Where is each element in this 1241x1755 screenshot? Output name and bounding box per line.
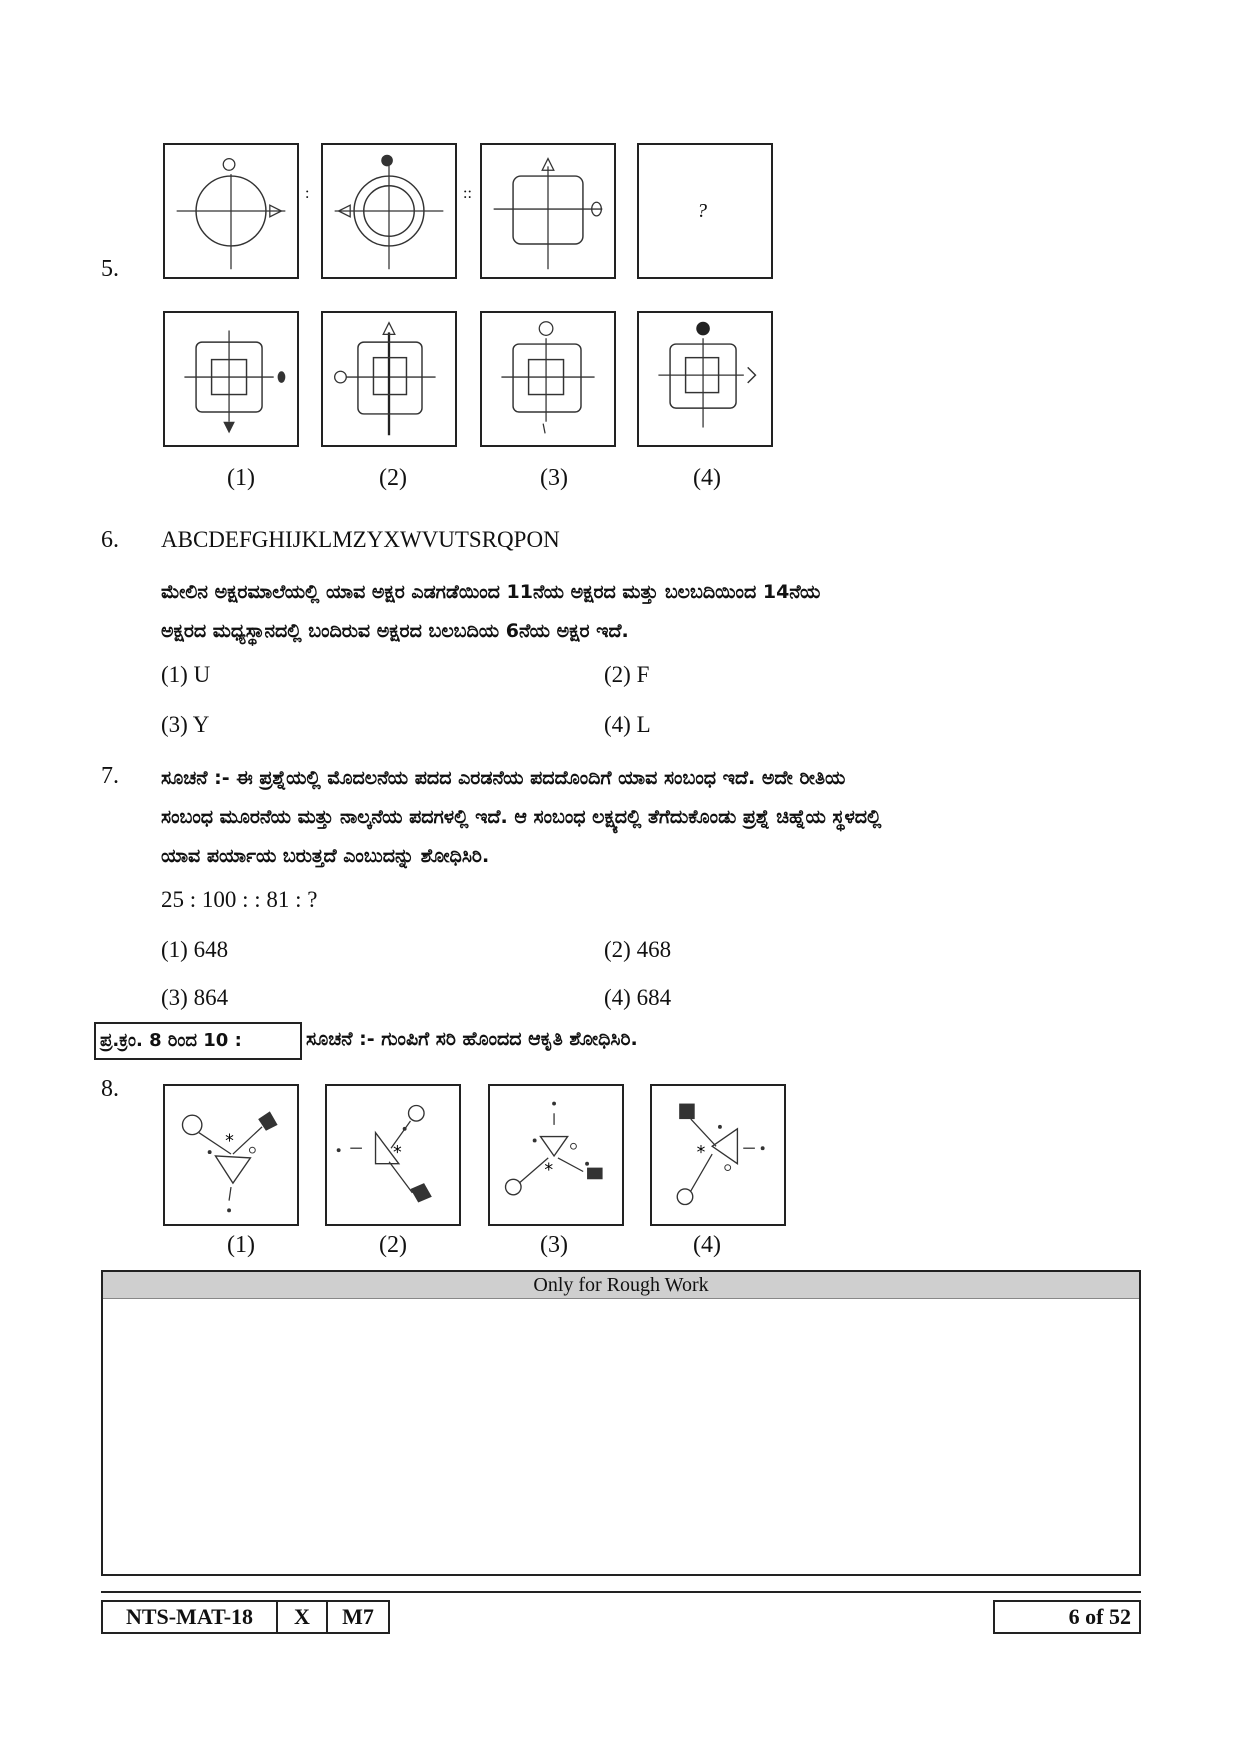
exam-code-box: NTS-MAT-18 (101, 1600, 278, 1634)
q5-option-3-figure[interactable] (480, 311, 616, 447)
q5-option-label-3: (3) (540, 465, 568, 491)
q5-option-label-4: (4) (693, 465, 721, 491)
q5-option-1-figure[interactable] (163, 311, 299, 447)
version-box: M7 (326, 1600, 390, 1634)
q5-option-4-figure[interactable] (637, 311, 773, 447)
instruction-text: ಸಂಬಂಧ ಮೂರನೆಯ ಮತ್ತು ನಾಲ್ಕನೆಯ ಪದಗಳಲ್ಲಿ ಇದೆ. ಆ ಸಂಬಂಧ ಲಕ್ಷ್ಯದಲ್ಲಿ ತೆಗೆದುಕೊಂಡು ಪ್ರಶ್ನೆ ಚಿಹ್ನೆಯ ಸ್ಥಳದಲ್ಲಿ (161, 806, 882, 828)
q6-option-3[interactable]: (3) Y (161, 712, 210, 737)
q5-option-label-2: (2) (379, 465, 407, 491)
instruction-text: ಸೂಚನೆ :- ಈ ಪ್ರಶ್ನೆಯಲ್ಲಿ ಮೊದಲನೆಯ ಪದದ ಎರಡನೆಯ ಪದದೊಂದಿಗೆ ಯಾವ ಸಂಬಂಧ ಇದೆ. ಅದೇ ರೀತಿಯ (161, 767, 846, 789)
q5-figure-4-unknown (637, 143, 773, 279)
letter-sequence: ABCDEFGHIJKLMZYXWVUTSRQPON (161, 527, 560, 552)
question-number: 7. (101, 763, 119, 789)
question-text: ಮೇಲಿನ ಅಕ್ಷರಮಾಲೆಯಲ್ಲಿ ಯಾವ ಅಕ್ಷರ ಎಡಗಡೆಯಿಂದ 11ನೆಯ ಅಕ್ಷರದ ಮತ್ತು ಬಲಬದಿಯಿಂದ 14ನೆಯ (161, 581, 821, 603)
analogy-expression: 25 : 100 : : 81 : ? (161, 887, 318, 912)
svg-text:*: * (393, 1142, 402, 1163)
question-number: 5. (101, 256, 119, 282)
q5-option-label-1: (1) (227, 465, 255, 491)
q8-option-label-3: (3) (540, 1232, 568, 1258)
class-box: X (276, 1600, 328, 1634)
q6-option-1[interactable]: (1) U (161, 662, 211, 687)
question-number: 6. (101, 527, 119, 553)
section-label: ಪ್ರ.ಕ್ರಂ. 8 ರಿಂದ 10 : (100, 1030, 242, 1051)
q8-option-2-figure[interactable] (325, 1084, 461, 1226)
q5-figure-1 (163, 143, 299, 279)
question-text: ಅಕ್ಷರದ ಮಧ್ಯಸ್ಥಾನದಲ್ಲಿ ಬಂದಿರುವ ಅಕ್ಷರದ ಬಲಬದಿಯ 6ನೆಯ ಅಕ್ಷರ ಇದೆ. (161, 620, 629, 642)
q8-option-label-4: (4) (693, 1232, 721, 1258)
q6-option-2[interactable]: (2) F (604, 662, 650, 687)
footer-divider (101, 1591, 1141, 1593)
rough-work-title: Only for Rough Work (103, 1272, 1139, 1299)
q8-option-4-figure[interactable] (650, 1084, 786, 1226)
svg-text:*: * (225, 1131, 234, 1152)
section-instruction: ಸೂಚನೆ :- ಗುಂಪಿಗೆ ಸರಿ ಹೊಂದದ ಆಕೃತಿ ಶೋಧಿಸಿರಿ. (306, 1028, 638, 1050)
q6-option-4[interactable]: (4) L (604, 712, 651, 737)
analogy-mark: : (305, 185, 310, 202)
page-number-box: 6 of 52 (993, 1600, 1141, 1634)
question-number: 8. (101, 1076, 119, 1102)
q7-option-3[interactable]: (3) 864 (161, 985, 229, 1010)
q5-figure-2 (321, 143, 457, 279)
q8-option-3-figure[interactable] (488, 1084, 624, 1226)
q7-option-4[interactable]: (4) 684 (604, 985, 672, 1010)
analogy-double-mark: :: (463, 185, 472, 202)
q7-option-1[interactable]: (1) 648 (161, 937, 229, 962)
q8-option-label-2: (2) (379, 1232, 407, 1258)
q5-figure-3 (480, 143, 616, 279)
q8-option-label-1: (1) (227, 1232, 255, 1258)
rough-work-area[interactable] (101, 1270, 1141, 1576)
section-label-box (94, 1022, 302, 1060)
q5-option-2-figure[interactable] (321, 311, 457, 447)
q7-option-2[interactable]: (2) 468 (604, 937, 672, 962)
svg-text:*: * (544, 1160, 554, 1181)
unknown-mark: ? (697, 200, 707, 222)
svg-text:*: * (696, 1142, 706, 1163)
q8-option-1-figure[interactable] (163, 1084, 299, 1226)
instruction-text: ಯಾವ ಪರ್ಯಾಯ ಬರುತ್ತದೆ ಎಂಬುದನ್ನು ಶೋಧಿಸಿರಿ. (161, 845, 490, 867)
